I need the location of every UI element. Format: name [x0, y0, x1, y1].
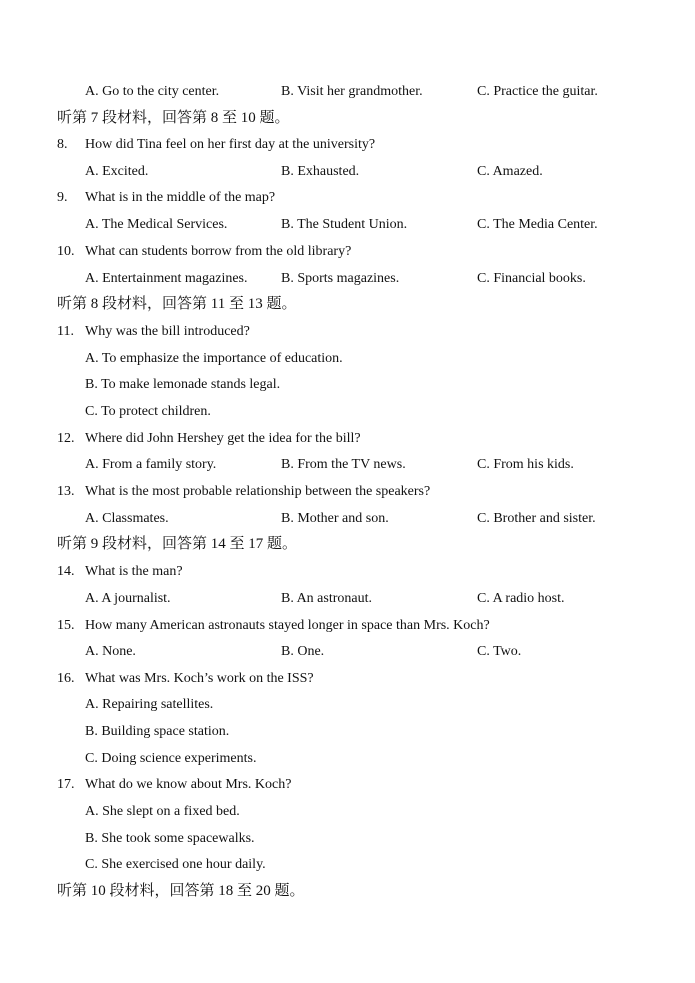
- q13-text: What is the most probable relationship between the speakers?: [85, 484, 431, 499]
- q13-number: 13.: [57, 484, 75, 499]
- q8-text: How did Tina feel on her first day at the university?: [85, 137, 376, 152]
- q16-text: What was Mrs. Koch’s work on the ISS?: [85, 671, 314, 686]
- section-heading-10: 听第 10 段材料，回答第 18 至 20 题。: [57, 883, 305, 899]
- q17-text: What do we know about Mrs. Koch?: [85, 777, 292, 792]
- q14-option-a: A. A journalist.: [85, 591, 171, 606]
- q12-option-b: B. From the TV news.: [281, 457, 406, 472]
- q7-option-b: B. Visit her grandmother.: [281, 84, 423, 99]
- q16-option-b: B. Building space station.: [85, 724, 230, 739]
- q14-option-b: B. An astronaut.: [281, 591, 372, 606]
- section-heading-8: 听第 8 段材料，回答第 11 至 13 题。: [57, 296, 297, 312]
- section-heading-9: 听第 9 段材料，回答第 14 至 17 题。: [57, 536, 298, 552]
- q17-option-a: A. She slept on a fixed bed.: [85, 804, 240, 819]
- q13-option-b: B. Mother and son.: [281, 511, 389, 526]
- q11-text: Why was the bill introduced?: [85, 324, 250, 339]
- q9-option-b: B. The Student Union.: [281, 217, 408, 232]
- q13-option-a: A. Classmates.: [85, 511, 169, 526]
- q17-option-b: B. She took some spacewalks.: [85, 831, 255, 846]
- q10-number: 10.: [57, 244, 75, 259]
- q12-number: 12.: [57, 431, 75, 446]
- q16-option-a: A. Repairing satellites.: [85, 697, 214, 712]
- section-heading-7: 听第 7 段材料，回答第 8 至 10 题。: [57, 110, 290, 126]
- q9-text: What is in the middle of the map?: [85, 190, 276, 205]
- q17-number: 17.: [57, 777, 75, 792]
- q9-option-c: C. The Media Center.: [477, 217, 598, 232]
- q14-text: What is the man?: [85, 564, 183, 579]
- q16-option-c: C. Doing science experiments.: [85, 751, 257, 766]
- q11-option-a: A. To emphasize the importance of education.: [85, 351, 343, 366]
- q12-text: Where did John Hershey get the idea for the bill?: [85, 431, 361, 446]
- q11-option-b: B. To make lemonade stands legal.: [85, 377, 281, 392]
- q10-option-a: A. Entertainment magazines.: [85, 271, 248, 286]
- q11-option-c: C. To protect children.: [85, 404, 211, 419]
- q9-number: 9.: [57, 190, 68, 205]
- q16-number: 16.: [57, 671, 75, 686]
- q8-option-b: B. Exhausted.: [281, 164, 360, 179]
- q7-option-c: C. Practice the guitar.: [477, 84, 598, 99]
- q13-option-c: C. Brother and sister.: [477, 511, 596, 526]
- q8-number: 8.: [57, 137, 68, 152]
- q10-option-c: C. Financial books.: [477, 271, 586, 286]
- q9-option-a: A. The Medical Services.: [85, 217, 228, 232]
- q12-option-c: C. From his kids.: [477, 457, 574, 472]
- q11-number: 11.: [57, 324, 74, 339]
- q8-option-c: C. Amazed.: [477, 164, 543, 179]
- q15-number: 15.: [57, 618, 75, 633]
- q10-option-b: B. Sports magazines.: [281, 271, 400, 286]
- q14-number: 14.: [57, 564, 75, 579]
- q10-text: What can students borrow from the old library?: [85, 244, 352, 259]
- q8-option-a: A. Excited.: [85, 164, 149, 179]
- q17-option-c: C. She exercised one hour daily.: [85, 857, 266, 872]
- q15-option-c: C. Two.: [477, 644, 522, 659]
- q14-option-c: C. A radio host.: [477, 591, 565, 606]
- q7-option-a: A. Go to the city center.: [85, 84, 220, 99]
- q15-option-b: B. One.: [281, 644, 325, 659]
- q12-option-a: A. From a family story.: [85, 457, 217, 472]
- q15-text: How many American astronauts stayed longer in space than Mrs. Koch?: [85, 618, 490, 633]
- q15-option-a: A. None.: [85, 644, 136, 659]
